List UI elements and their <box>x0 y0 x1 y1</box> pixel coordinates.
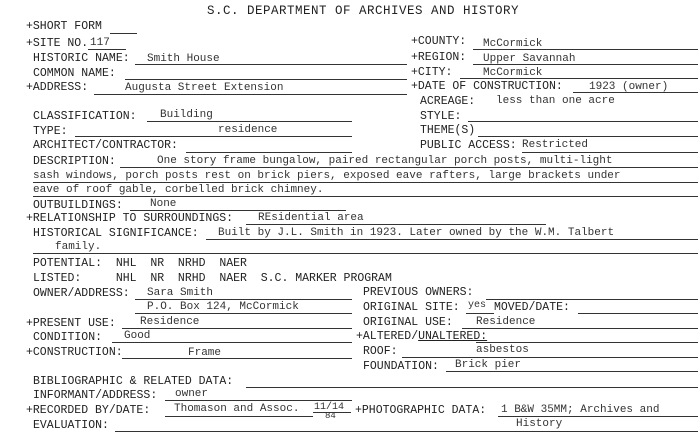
present-use-line <box>122 328 352 329</box>
description-line-2: sash windows, porch posts rest on brick piers, exposed eave rafters, large brackets under <box>33 170 621 182</box>
moved-date-line <box>578 313 698 314</box>
evaluation-label: EVALUATION: <box>33 419 109 432</box>
site-no-value: 117 <box>90 37 110 49</box>
common-name-label: COMMON NAME: <box>33 67 116 80</box>
listed-label: LISTED: NHL NR NRHD NAER S.C. MARKER PROGRAM <box>33 272 392 285</box>
historic-name-value: Smith House <box>147 53 220 65</box>
roof-value: asbestos <box>476 344 529 356</box>
condition-label: CONDITION: <box>33 331 103 344</box>
construction-label: +CONSTRUCTION: <box>26 346 123 359</box>
recorded-date-top: 11/14 <box>314 402 345 413</box>
altered-line <box>476 342 698 343</box>
site-no-label: +SITE NO. <box>26 37 89 50</box>
altered-label <box>356 330 487 343</box>
region-label: +REGION: <box>411 51 467 64</box>
type-value: residence <box>218 124 278 136</box>
public-access-value: Restricted <box>522 139 589 151</box>
construction-line <box>122 358 352 359</box>
city-line <box>460 78 698 79</box>
foundation-label: FOUNDATION: <box>363 360 439 373</box>
construction-value: Frame <box>188 347 222 359</box>
description-rule-1 <box>120 167 698 168</box>
informant-value: owner <box>175 388 209 400</box>
county-line <box>473 49 698 50</box>
original-site-value: yes <box>468 300 487 311</box>
type-label: TYPE: <box>33 125 68 138</box>
architect-line <box>186 152 352 153</box>
recorded-by-label: +RECORDED BY/DATE: <box>26 404 151 417</box>
description-line-3: eave of roof gable, corbelled brick chimney. <box>33 184 324 196</box>
photographic-line-1: 1 B&W 35MM; Archives and <box>501 404 660 416</box>
relationship-value: REsidential area <box>258 212 364 224</box>
owner-name-line <box>135 299 352 300</box>
common-name-line <box>125 79 407 80</box>
acreage-label: ACREAGE: <box>420 95 476 108</box>
recorded-by-value: Thomason and Assoc. <box>174 403 300 415</box>
city-label: +CITY: <box>411 66 453 79</box>
themes-line <box>478 136 698 137</box>
city-value: McCormick <box>483 67 543 79</box>
relationship-label: +RELATIONSHIP TO SURROUNDINGS: <box>26 212 234 225</box>
address-value: Augusta Street Extension <box>125 82 284 94</box>
short-form-label: +SHORT FORM <box>26 20 102 33</box>
original-site-label: ORIGINAL SITE: <box>363 301 460 314</box>
bibliographic-label: BIBLIOGRAPHIC & RELATED DATA: <box>33 375 234 388</box>
historic-name-label: HISTORIC NAME: <box>33 52 130 65</box>
historical-significance-rule-2 <box>33 253 698 254</box>
foundation-value: Brick pier <box>455 359 522 371</box>
photographic-line-2: History <box>516 418 563 430</box>
county-value: McCormick <box>483 38 543 50</box>
description-rule-3 <box>33 196 698 197</box>
acreage-value: less than one acre <box>496 95 615 107</box>
present-use-value: Residence <box>140 316 200 328</box>
unaltered-label: UNALTERED: <box>418 330 488 343</box>
roof-line <box>402 357 698 358</box>
address-line <box>94 94 407 95</box>
description-rule-2 <box>33 182 698 183</box>
original-use-label: ORIGINAL USE: <box>363 316 453 329</box>
original-use-line <box>462 328 698 329</box>
moved-date-label: MOVED/DATE: <box>494 301 570 314</box>
previous-owners-label: PREVIOUS OWNERS: <box>363 286 474 299</box>
photographic-label: +PHOTOGRAPHIC DATA: <box>355 404 487 417</box>
recorded-by-line <box>165 416 313 417</box>
evaluation-line <box>115 431 698 432</box>
themes-label: THEME(S) <box>420 124 476 137</box>
present-use-label: +PRESENT USE: <box>26 317 116 330</box>
original-use-value: Residence <box>476 316 536 328</box>
previous-owners-line <box>486 299 698 300</box>
owner-address-label: OWNER/ADDRESS: <box>33 287 130 300</box>
classification-line <box>147 121 352 122</box>
description-label: DESCRIPTION: <box>33 155 116 168</box>
description-line-1: One story frame bungalow, paired rectangular porch posts, multi-light <box>157 155 613 167</box>
outbuildings-value: None <box>150 198 177 210</box>
site-no-line <box>88 49 126 50</box>
region-value: Upper Savannah <box>483 53 576 65</box>
style-label: STYLE: <box>420 110 462 123</box>
date-construction-line <box>573 92 698 93</box>
public-access-line <box>522 152 698 153</box>
county-label: +COUNTY: <box>411 35 467 48</box>
historical-significance-label: HISTORICAL SIGNIFICANCE: <box>33 227 199 240</box>
owner-name-value: Sara Smith <box>147 287 214 299</box>
roof-label: ROOF: <box>363 345 398 358</box>
photographic-rule-1 <box>498 416 698 417</box>
historical-significance-line-1: Built by J.L. Smith in 1923. Later owned by the W.M. Talbert <box>218 227 615 239</box>
public-access-label: PUBLIC ACCESS: <box>420 139 517 152</box>
outbuildings-label: OUTBUILDINGS: <box>33 199 123 212</box>
region-line <box>473 64 698 65</box>
classification-label: CLASSIFICATION: <box>33 110 137 123</box>
form-title: S.C. DEPARTMENT OF ARCHIVES AND HISTORY <box>207 4 520 18</box>
informant-label: INFORMANT/ADDRESS: <box>33 389 158 402</box>
recorded-date-bottom: 84 <box>325 411 336 421</box>
condition-value: Good <box>124 330 151 342</box>
architect-label: ARCHITECT/CONTRACTOR: <box>33 139 178 152</box>
original-site-line <box>466 313 494 314</box>
historical-significance-rule-1 <box>206 239 698 240</box>
bibliographic-line <box>246 387 698 388</box>
date-construction-value: 1923 (owner) <box>589 81 669 93</box>
historical-significance-line-2: family. <box>55 241 102 253</box>
condition-line <box>112 342 352 343</box>
altered-prefix: +ALTERED/ <box>356 330 419 343</box>
relationship-line <box>246 224 546 225</box>
classification-value: Building <box>160 109 213 121</box>
type-line <box>75 136 352 137</box>
outbuildings-line <box>130 210 346 211</box>
owner-address-value: P.O. Box 124, McCormick <box>147 301 299 313</box>
style-line <box>468 121 698 122</box>
foundation-line <box>446 371 698 372</box>
historic-name-line <box>135 64 407 65</box>
potential-label: POTENTIAL: NHL NR NRHD NAER <box>33 257 247 270</box>
owner-address-line <box>135 313 352 314</box>
date-construction-label: +DATE OF CONSTRUCTION: <box>411 80 563 93</box>
short-form-line <box>110 33 137 34</box>
address-label: +ADDRESS: <box>26 81 89 94</box>
